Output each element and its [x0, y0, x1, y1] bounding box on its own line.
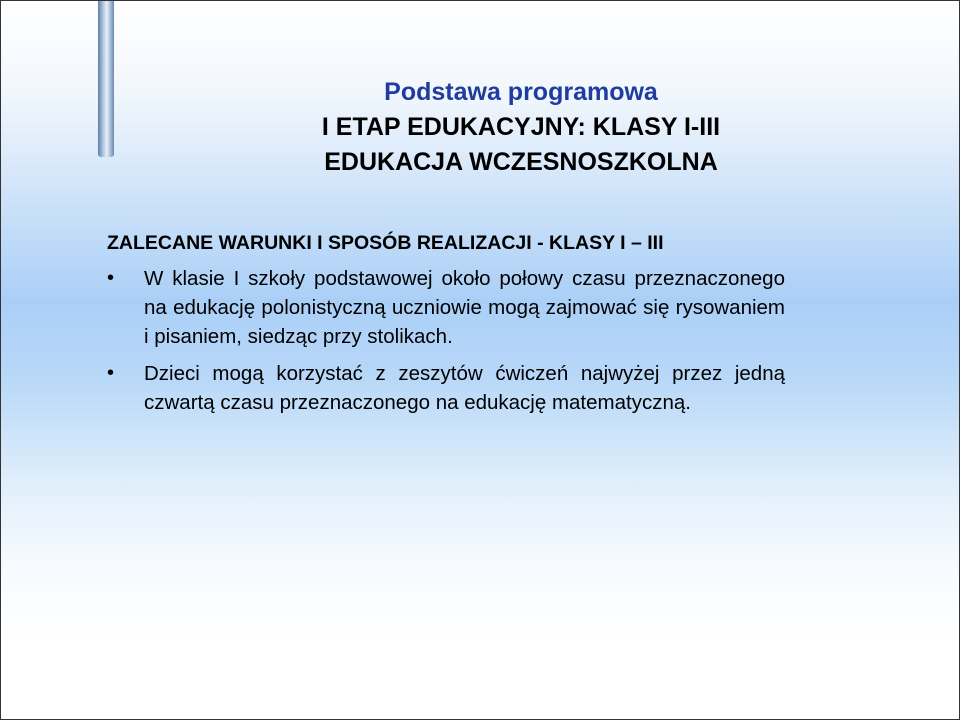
title-line-2: I ETAP EDUKACYJNY: KLASY I-III — [321, 113, 721, 141]
bullet-text: W klasie I szkoły podstawowej około połowy czasu przeznaczonego na edukację polonistyczną uczniowie mogą zajmować się rysowaniem i pisaniem, siedząc przy stolikach. — [144, 267, 785, 348]
bullet-item — [107, 359, 785, 417]
bullet-item — [107, 264, 785, 351]
decorative-accent-bar — [98, 1, 114, 157]
bullet-icon: • — [107, 267, 115, 289]
slide-content — [107, 229, 785, 425]
bullet-text: Dzieci mogą korzystać z zeszytów ćwiczeń najwyżej przez jedną czwartą czasu przeznaczonego na edukację matematyczną. — [144, 362, 785, 414]
section-heading: ZALECANE WARUNKI I SPOSÓB REALIZACJI - KLASY I – III — [107, 232, 664, 254]
bullet-icon: • — [107, 362, 115, 384]
slide-title — [181, 75, 861, 180]
title-line-3: EDUKACJA WCZESNOSZKOLNA — [324, 148, 718, 176]
bullet-list — [107, 264, 785, 417]
title-line-1: Podstawa programowa — [384, 78, 658, 106]
